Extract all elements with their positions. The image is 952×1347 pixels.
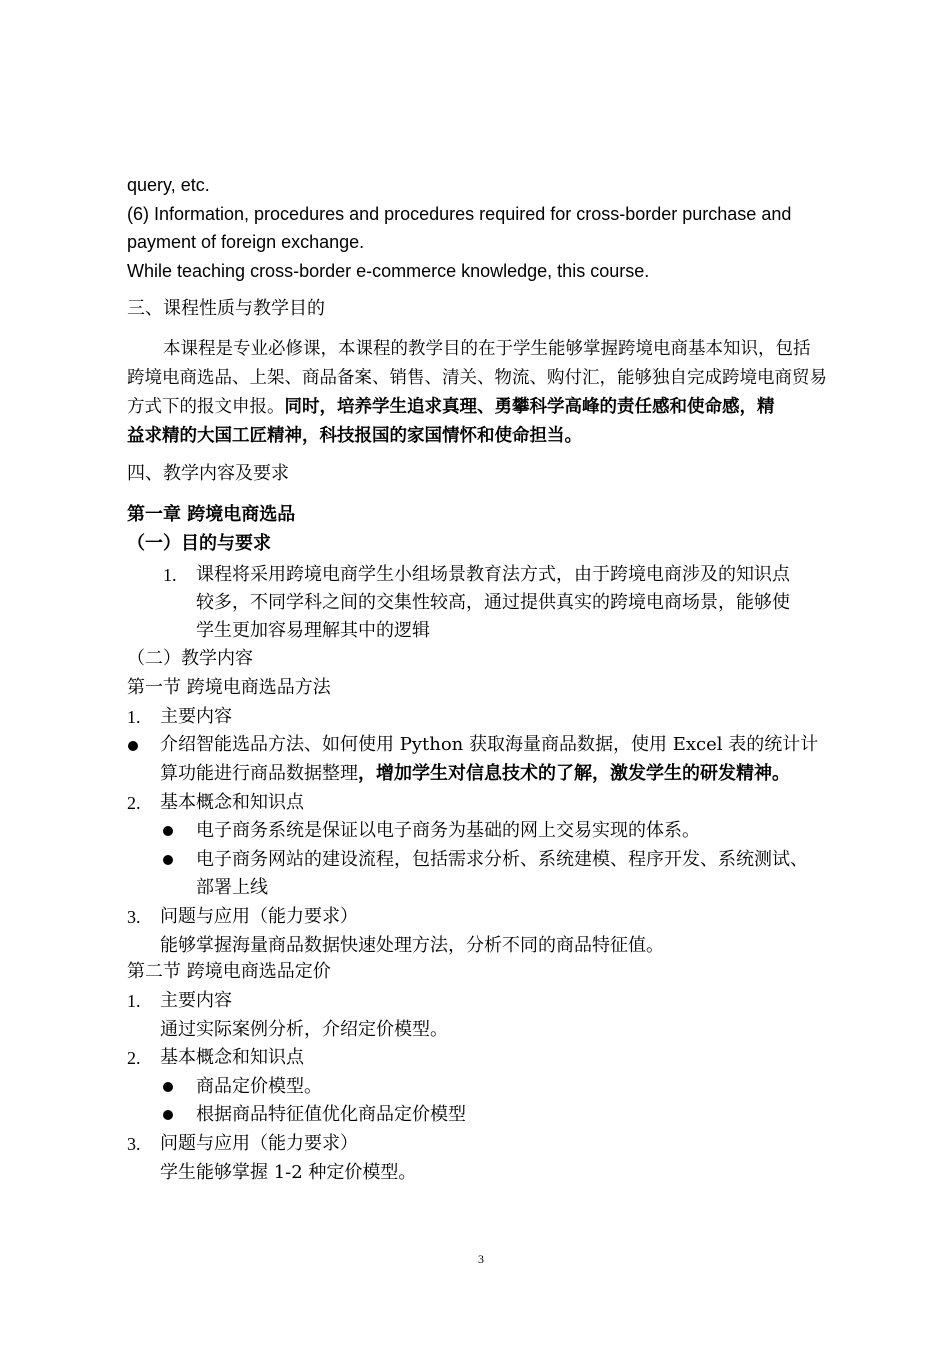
item-1-line-1: 课程将采用跨境电商学生小组场景教育法方式，由于跨境电商涉及的知识点: [196, 564, 790, 585]
bullet-1-bold-text: ，增加学生对信息技术的了解，激发学生的研发精神。: [358, 763, 790, 784]
concept-2: 根据商品特征值优化商品定价模型: [196, 1104, 466, 1125]
list-number: 2.: [127, 1048, 141, 1068]
bullet-icon: [128, 741, 138, 751]
bullet-icon: [163, 1082, 173, 1092]
list-number: 1.: [163, 565, 177, 585]
intro-line-3: payment of foreign exchange.: [127, 232, 365, 252]
main-content-label: 主要内容: [160, 706, 232, 727]
concepts-label: 基本概念和知识点: [160, 1047, 304, 1068]
apply-label: 问题与应用（能力要求）: [160, 906, 358, 927]
chapter-1-title: 第一章 跨境电商选品: [127, 504, 296, 525]
bullet-icon: [163, 1110, 173, 1120]
section-heading-3: 三、课程性质与教学目的: [127, 298, 325, 319]
section3-paragraph-normal-text: 方式下的报文申报。: [127, 397, 285, 417]
part-2-title: （二）教学内容: [127, 648, 253, 669]
section3-paragraph-line-4: 益求精的大国工匠精神，科技报国的家国情怀和使命担当。: [127, 426, 582, 446]
list-number: 1.: [127, 991, 141, 1011]
intro-line-2: (6) Information, procedures and procedures required for cross-border purchase and: [127, 204, 792, 224]
concept-1: 商品定价模型。: [196, 1076, 322, 1097]
section-1-title: 第一节 跨境电商选品方法: [127, 677, 331, 698]
list-number: 2.: [127, 793, 141, 813]
intro-line-4: While teaching cross-border e-commerce knowledge, this course.: [127, 261, 650, 281]
page-number: 3: [478, 1252, 484, 1266]
bullet-icon: [163, 855, 173, 865]
bullet-1-line-2: [160, 760, 790, 788]
section3-paragraph-line-3: [127, 393, 775, 421]
section3-paragraph-line-2: 跨境电商选品、上架、商品备案、销售、清关、物流、购付汇，能够独自完成跨境电商贸易: [127, 368, 827, 388]
list-number: 3.: [127, 1134, 141, 1154]
main-content-label: 主要内容: [160, 990, 232, 1011]
concept-2-line-2: 部署上线: [196, 877, 268, 898]
main-content-text: 通过实际案例分析，介绍定价模型。: [160, 1019, 448, 1040]
section3-paragraph-line-1: 本课程是专业必修课，本课程的教学目的在于学生能够掌握跨境电商基本知识，包括: [163, 339, 811, 359]
intro-line-1: query, etc.: [127, 175, 210, 195]
item-1-line-3: 学生更加容易理解其中的逻辑: [196, 620, 430, 641]
part-1-title: （一）目的与要求: [127, 533, 271, 554]
list-number: 1.: [127, 707, 141, 727]
section-heading-4: 四、教学内容及要求: [127, 463, 289, 484]
concepts-label: 基本概念和知识点: [160, 792, 304, 813]
bullet-1-normal-text: 算功能进行商品数据整理: [160, 763, 358, 784]
section3-paragraph-bold-text: 同时，培养学生追求真理、勇攀科学高峰的责任感和使命感，精: [284, 397, 775, 417]
apply-text: 学生能够掌握 1-2 种定价模型。: [160, 1162, 417, 1183]
apply-text: 能够掌握海量商品数据快速处理方法，分析不同的商品特征值。: [160, 935, 664, 956]
section-2-title: 第二节 跨境电商选品定价: [127, 961, 331, 982]
bullet-icon: [163, 826, 173, 836]
concept-1: 电子商务系统是保证以电子商务为基础的网上交易实现的体系。: [196, 820, 700, 841]
apply-label: 问题与应用（能力要求）: [160, 1133, 358, 1154]
list-number: 3.: [127, 907, 141, 927]
item-1-line-2: 较多，不同学科之间的交集性较高，通过提供真实的跨境电商场景，能够使: [196, 592, 790, 613]
bullet-1-line-1: 介绍智能选品方法、如何使用 Python 获取海量商品数据，使用 Excel 表的统计计: [160, 734, 819, 755]
concept-2-line-1: 电子商务网站的建设流程，包括需求分析、系统建模、程序开发、系统测试、: [196, 849, 808, 870]
